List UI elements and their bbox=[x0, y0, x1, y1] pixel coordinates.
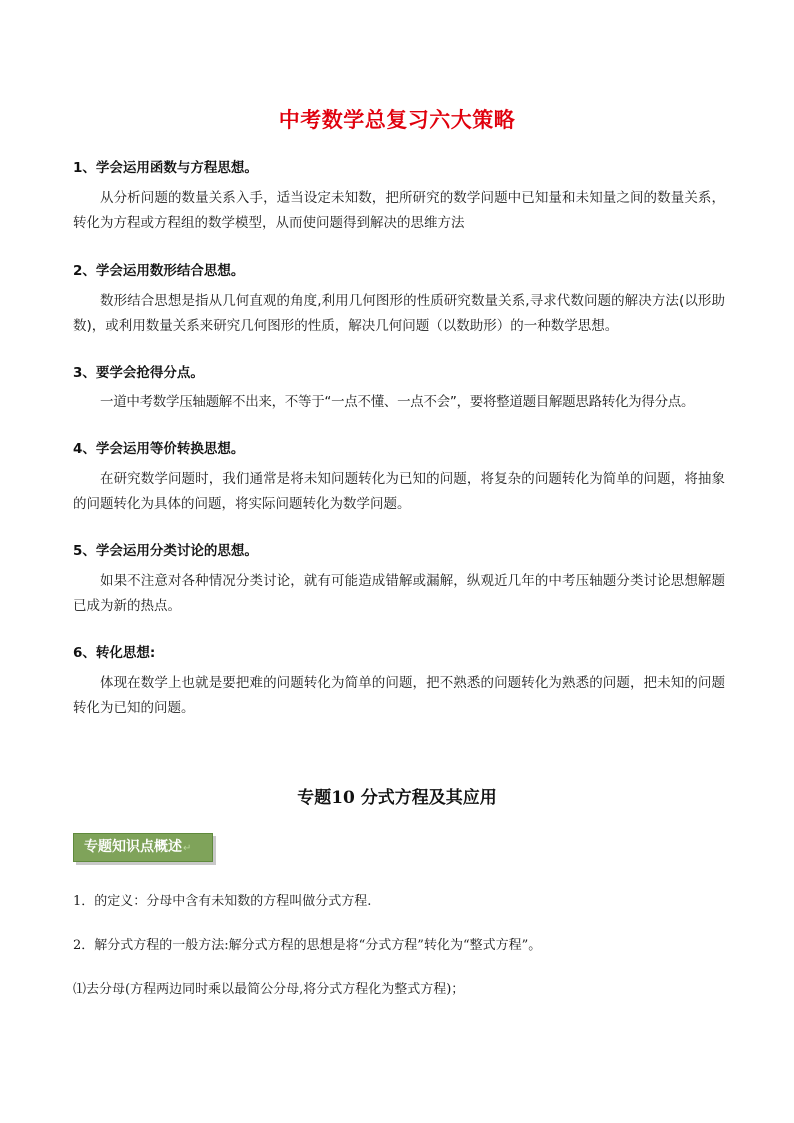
general-method-line: 2．解分式方程的一般方法:解分式方程的思想是将“分式方程”转化为“整式方程”。 bbox=[73, 938, 542, 953]
strategy-6-heading: 6、转化思想: bbox=[73, 645, 156, 661]
step-1-line: ⑴去分母(方程两边同时乘以最简公分母,将分式方程化为整式方程)； bbox=[73, 982, 465, 997]
section-title: 专题10 分式方程及其应用 bbox=[297, 788, 497, 808]
document-title: 中考数学总复习六大策略 bbox=[278, 108, 516, 132]
strategy-2-heading: 2、学会运用数形结合思想。 bbox=[73, 263, 245, 279]
strategy-3-heading: 3、要学会抢得分点。 bbox=[73, 365, 204, 381]
knowledge-overview-badge bbox=[73, 833, 213, 862]
strategy-6-body: 体现在数学上也就是要把难的问题转化为简单的问题，把不熟悉的问题转化为熟悉的问题，把未知的问题转化为已知的问题。 bbox=[73, 675, 725, 716]
strategy-3-body: 一道中考数学压轴题解不出来，不等于“一点不懂、一点不会”，要将整道题目解题思路转化为得分点。 bbox=[100, 394, 695, 410]
strategy-1-heading: 1、学会运用函数与方程思想。 bbox=[73, 160, 258, 176]
strategy-4-heading: 4、学会运用等价转换思想。 bbox=[73, 441, 245, 457]
strategy-5-heading: 5、学会运用分类讨论的思想。 bbox=[73, 543, 258, 559]
return-mark-icon: ↵ bbox=[183, 843, 192, 854]
badge-label: 专题知识点概述 bbox=[84, 839, 182, 855]
strategy-1-body: 从分析问题的数量关系入手，适当设定未知数，把所研究的数学问题中已知量和未知量之间的数量关系，转化为方程或方程组的数学模型，从而使问题得到解决的思维方法 bbox=[73, 190, 725, 231]
strategy-2-body: 数形结合思想是指从几何直观的角度,利用几何图形的性质研究数量关系,寻求代数问题的解决方法(以形助数)，或利用数量关系来研究几何图形的性质，解决几何问题（以数助形）的一种数学思想。 bbox=[73, 293, 725, 334]
definition-line: 1．的定义：分母中含有未知数的方程叫做分式方程. bbox=[73, 894, 372, 909]
strategy-4-body: 在研究数学问题时，我们通常是将未知问题转化为已知的问题，将复杂的问题转化为简单的问题，将抽象的问题转化为具体的问题，将实际问题转化为数学问题。 bbox=[73, 471, 725, 512]
strategy-5-body: 如果不注意对各种情况分类讨论，就有可能造成错解或漏解，纵观近几年的中考压轴题分类讨论思想解题已成为新的热点。 bbox=[73, 573, 725, 614]
